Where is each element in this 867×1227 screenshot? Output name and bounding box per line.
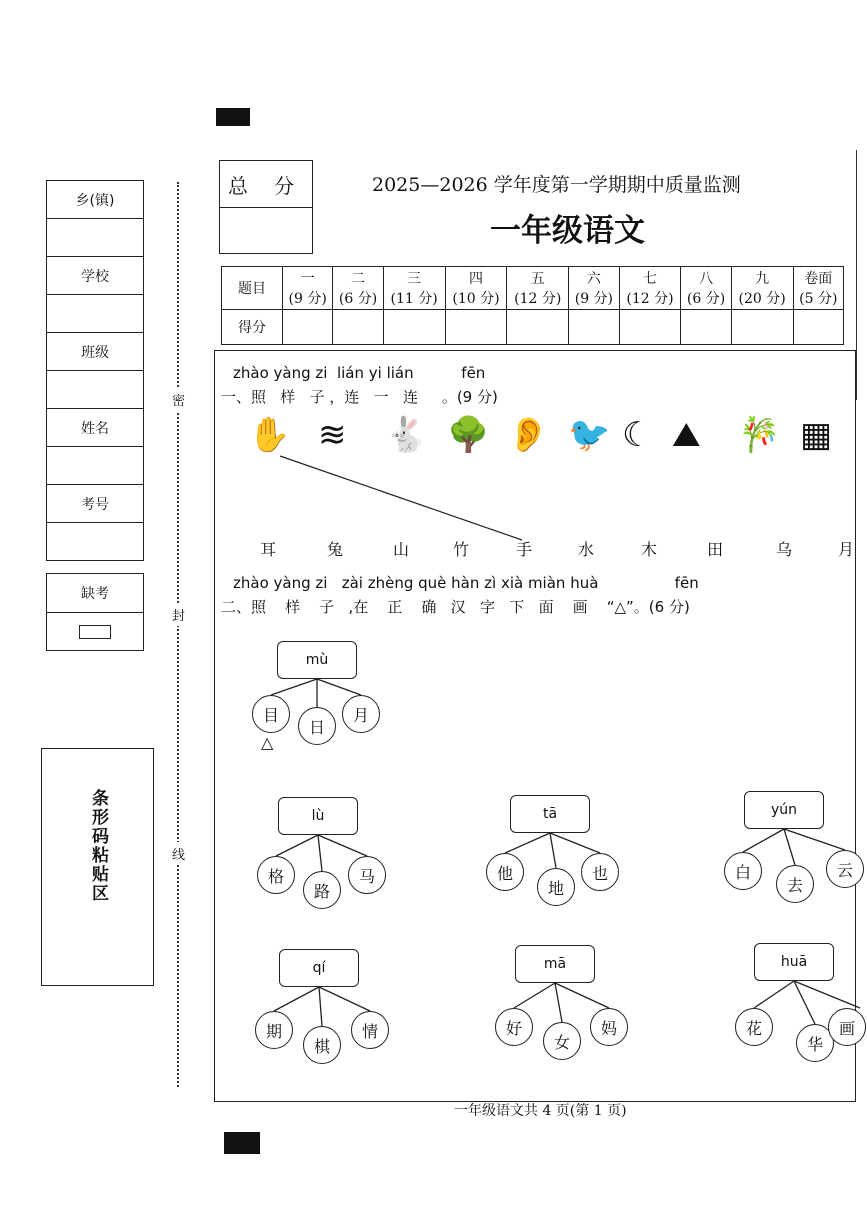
score-row-label-scores: 得分	[222, 310, 283, 345]
q2-pinyin: zhào yàng zi zài zhèng què hàn zì xià miàn huà fēn	[233, 574, 699, 592]
score-col: 三 (11 分)	[383, 267, 445, 310]
pinyin-box: tā	[510, 795, 590, 833]
moon-icon: ☾	[622, 415, 653, 455]
pinyin-box: qí	[279, 949, 359, 987]
char-circle[interactable]: 他	[486, 853, 524, 891]
total-score-label: 总 分	[220, 161, 312, 208]
field-label-name: 姓名	[47, 409, 143, 447]
score-col: 卷面 (5 分)	[793, 267, 843, 310]
char-circle[interactable]: 白	[724, 852, 762, 890]
hand-icon: ✋	[248, 415, 291, 455]
tree-branch	[505, 833, 550, 853]
tree-branch	[794, 981, 815, 1024]
tree-branch	[514, 983, 555, 1008]
pinyin-box: yún	[744, 791, 824, 829]
q1-pinyin: zhào yàng zi lián yi lián fēn	[233, 364, 486, 382]
tree-branch	[754, 981, 794, 1008]
q1-char[interactable]: 月	[838, 540, 855, 559]
char-circle[interactable]: 好	[495, 1008, 533, 1046]
tree-branch	[271, 679, 317, 695]
bamboo-icon: 🎋	[738, 415, 781, 455]
tree-branch	[276, 835, 318, 856]
example-triangle-mark: △	[261, 733, 274, 752]
q1-char[interactable]: 水	[578, 540, 595, 559]
pinyin-box: mù	[277, 641, 357, 679]
q1-char[interactable]: 乌	[776, 540, 793, 559]
pinyin-box: lù	[278, 797, 358, 835]
score-col: 六 (9 分)	[569, 267, 619, 310]
field-label-school: 学校	[47, 257, 143, 295]
q1-instruction: 一、照 样 子 ，连 一 连 。(9 分)	[221, 388, 498, 406]
char-circle[interactable]: 棋	[303, 1026, 341, 1064]
barcode-label: 条形码粘贴区	[88, 789, 108, 903]
tree-branch	[318, 835, 367, 856]
char-circle[interactable]: 华	[796, 1024, 834, 1062]
score-col: 四 (10 分)	[445, 267, 507, 310]
seal-char-mi: 密	[172, 388, 185, 411]
char-circle[interactable]: 期	[255, 1011, 293, 1049]
score-col: 九 (20 分)	[731, 267, 793, 310]
seal-char-xian: 线	[172, 842, 185, 865]
q1-char[interactable]: 手	[516, 540, 533, 559]
char-circle[interactable]: 情	[351, 1011, 389, 1049]
char-circle[interactable]: 画	[828, 1008, 866, 1046]
field-icon: ▦	[800, 415, 833, 455]
char-circle[interactable]: 妈	[590, 1008, 628, 1046]
char-circle[interactable]: 日	[298, 707, 336, 745]
seal-char-feng: 封	[172, 603, 185, 626]
score-col: 一 (9 分)	[283, 267, 333, 310]
rabbit-icon: 🐇	[385, 415, 428, 455]
mountain-icon: ⛰	[672, 415, 701, 455]
pinyin-box: huā	[754, 943, 834, 981]
field-label-exam-number: 考号	[47, 485, 143, 523]
field-label-class: 班级	[47, 333, 143, 371]
char-circle[interactable]: 女	[543, 1022, 581, 1060]
score-row-label-items: 题目	[222, 267, 283, 310]
pinyin-box: mā	[515, 945, 595, 983]
score-col: 五 (12 分)	[507, 267, 569, 310]
tree-branch	[794, 981, 860, 1008]
char-circle[interactable]: 马	[348, 856, 386, 894]
page-footer: 一年级语文共 4 页(第 1 页)	[454, 1103, 627, 1119]
char-circle[interactable]: 路	[303, 871, 341, 909]
tree-branch	[784, 829, 845, 850]
char-circle[interactable]: 云	[826, 850, 864, 888]
q1-char[interactable]: 山	[393, 540, 410, 559]
field-label-town: 乡(镇)	[47, 181, 143, 219]
tree-branch	[317, 679, 361, 695]
score-col: 二 (6 分)	[333, 267, 383, 310]
char-circle[interactable]: 也	[581, 853, 619, 891]
tree-branch	[743, 829, 784, 852]
tree-branch	[274, 987, 319, 1011]
tree-branch	[784, 829, 795, 865]
tree-branch	[555, 983, 609, 1008]
subject-title: 一年级语文	[490, 213, 645, 249]
bird-icon: 🐦	[568, 415, 611, 455]
score-col: 八 (6 分)	[681, 267, 731, 310]
q1-char[interactable]: 兔	[327, 540, 344, 559]
ear-icon: 👂	[507, 415, 550, 455]
tree-icon: 🌳	[447, 415, 490, 455]
char-circle[interactable]: 目	[252, 695, 290, 733]
q1-char[interactable]: 耳	[260, 540, 277, 559]
char-circle[interactable]: 月	[342, 695, 380, 733]
exam-title: 2025—2026 学年度第一学期期中质量监测	[372, 174, 741, 196]
tree-branch	[319, 987, 370, 1011]
q1-char[interactable]: 田	[707, 540, 724, 559]
char-circle[interactable]: 去	[776, 865, 814, 903]
tree-branch	[318, 835, 322, 871]
q1-char[interactable]: 竹	[453, 540, 470, 559]
tree-branch	[550, 833, 600, 853]
char-circle[interactable]: 地	[537, 868, 575, 906]
tree-branch	[555, 983, 562, 1022]
q2-instruction: 二、照 样 子 ,在 正 确 汉 字 下 面 画 “△”。(6 分)	[221, 598, 690, 616]
q1-char[interactable]: 木	[641, 540, 658, 559]
char-circle[interactable]: 花	[735, 1008, 773, 1046]
tree-branch	[550, 833, 556, 868]
char-circle[interactable]: 格	[257, 856, 295, 894]
absent-label: 缺考	[47, 574, 143, 613]
water-icon: ≋	[318, 415, 347, 455]
tree-branch	[319, 987, 322, 1026]
score-col: 七 (12 分)	[619, 267, 681, 310]
